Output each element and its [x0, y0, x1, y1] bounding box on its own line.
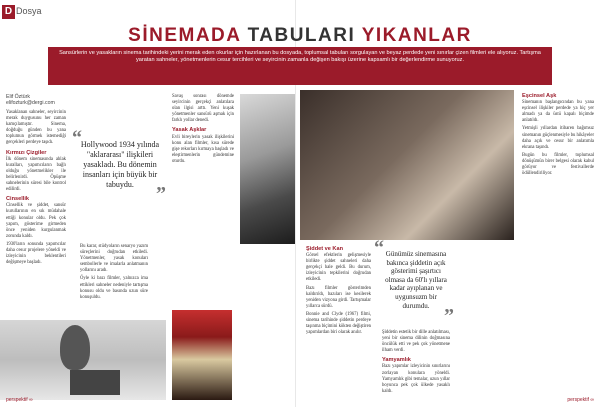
silhouette-body	[70, 370, 120, 395]
paragraph: Savaş sonrası dönemde seyircinin gerçekçi anlatılara olan ilgisi arttı. Yeni kuşak yönetmenler sansürü aşmak için farklı yollar denedi.	[172, 94, 234, 124]
title-word-1: SİNEMADA	[128, 25, 241, 46]
silhouette-head	[60, 325, 90, 370]
paragraph: Öyle ki bazı filmler, yalnızca ima ettikleri sahneler nedeniyle tartışma konusu oldu ve basında uzun süre konuşuldu.	[80, 276, 148, 300]
paragraph: Evli bireylerin yasak ilişkilerini konu alan filmler, kısa sürede gişe rekorları kırmaya başladı ve eleştirmenlerin gündemine oturdu.	[172, 134, 234, 164]
page-title	[0, 25, 600, 47]
film-still-bw	[240, 94, 296, 244]
paragraph: Bazı filmler gösterimden kaldırıldı, bazıları ise kesilerek yeniden vizyona girdi. Tartışmalar yıllarca sürdü.	[306, 285, 371, 309]
paragraph: Bazı yapımlar izleyicinin sınırlarını zorlayan konulara yöneldi. Yamyamlık gibi temalar, uzun yıllar boyunca pek çok ülkede yasaklı kaldı.	[382, 364, 450, 394]
paragraph: 1930'ların sonunda yapımcılar daha cesur projelere yöneldi ve izleyicinin beklentileri değişmeye başladı.	[6, 241, 66, 266]
psycho-still	[0, 320, 166, 400]
film-poster	[172, 310, 232, 400]
category-initial: D	[2, 5, 15, 19]
subheading: Kırmızı Çizgiler	[6, 149, 47, 156]
paragraph: Sinemanın başlangıcından bu yana eşcinsel ilişkiler perdede ya hiç yer almadı ya da üstü kapalı biçimde anlatıldı.	[522, 100, 594, 124]
footer-left: perspektif ∞	[6, 397, 33, 403]
paragraph: Bu karar, stüdyoların senaryo yazım süreçlerini doğrudan etkiledi. Yönetmenler, yasak konuları sembollerle ve imalarla anlatmanın yollarını aradı.	[80, 244, 148, 274]
paragraph: Bonnie and Clyde (1967) filmi, sinema tarihinde şiddetin perdeye taşınma biçimini kökten değiştiren yapımlardan biri olarak anılır.	[306, 311, 371, 336]
author-block	[6, 94, 55, 107]
category-label: Dosya	[16, 6, 42, 16]
right-column-3	[522, 90, 594, 179]
paragraph: Yasaklanan sahneler, seyircinin merak duygusunu her zaman kamçılamıştır. Sinema, doğduğu günden bu yana toplumun görmek istemediği gerçekleri perdeye taşıdı.	[6, 110, 66, 146]
subheading: Cinsellik	[6, 196, 30, 203]
pull-quote-right	[374, 237, 454, 328]
title-word-2: TABULARI	[247, 25, 356, 46]
lead-paragraph: Sansürlerin ve yasakların sinema tarihindeki yerini merak eden okurlar için hazırlanan bu dosyada, toplumsal tabuları sorgulayan ve beyaz perdede yeni sınırlar çizen filmleri ele alıyoruz. Tartışma yaratan sahneler, yönetmenlerin cesur tercihleri ve seyircinin zamanla değişen bakışı üzerine kapsamlı bir değerlendirme sunuyoruz.	[48, 47, 552, 85]
subheading: Yasak Aşklar	[172, 127, 207, 134]
film-still-couple	[300, 90, 514, 240]
subheading: Eşcinsel Aşk	[522, 93, 557, 99]
pull-quote-left	[72, 127, 166, 205]
paragraph: Şiddetin estetik bir dille anlatılması, yeni bir sinema dilinin doğmasına öncülük etti ve pek çok yönetmene ilham verdi.	[382, 330, 450, 354]
paragraph: Yetmişli yıllardan itibaren bağımsız sinemanın güçlenmesiyle bu hikâyeler daha açık ve cesur bir anlatımla ekrana taşındı.	[522, 126, 594, 150]
author-name: Elif Öztürk	[6, 94, 30, 100]
open-quote-icon: “	[374, 237, 384, 259]
right-column-1	[306, 243, 371, 338]
paragraph: İlk dönem sinemasında ahlak kuralları, yapımcıların bağlı olduğu yönetmelikler ile belirlenirdi. Öpüşme sahnelerinin süresi bile kontrol edilirdi.	[6, 156, 66, 193]
close-quote-icon: ”	[444, 305, 454, 328]
pull-quote-text: Günümüz sinemasına bakınca şiddetin açık gösterimi şaşırtıcı olmasa da 60'lı yıllara kadar ayıplanan ve uygunsuzm bir durumdu.	[385, 250, 447, 310]
close-quote-icon: ”	[156, 183, 166, 205]
author-email: elifozturk@dergi.com	[6, 100, 55, 107]
title-word-3: YIKANLAR	[361, 25, 472, 46]
left-column-1	[6, 110, 66, 268]
paragraph: Bugün bu filmler, toplumsal dönüşümün birer belgesi olarak kabul görüyor ve festivallerde ödüllendiriliyor.	[522, 152, 594, 177]
pull-quote-text: Hollywood 1934 yılında "aklararası" ilişkileri yasakladı. Bu dönemin insanları için büyük bir tabuydu.	[80, 140, 160, 189]
subheading: Yamyamlık	[382, 357, 411, 364]
subheading: Şiddet ve Kan	[306, 246, 343, 252]
right-column-2	[382, 330, 450, 397]
left-column-3	[172, 94, 234, 167]
paragraph: Cinsellik ve şiddet, sansür kurullarının en sık müdahale ettiği konular oldu. Pek çok yapım, gösterime girmeden önce yeniden kurgulanmak zorunda kaldı.	[6, 203, 66, 239]
paragraph: Görsel efektlerin gelişmesiyle birlikte şiddet sahneleri daha gerçekçi hale geldi. Bu durum, izleyicinin tepkilerini doğrudan etkiledi.	[306, 253, 371, 283]
open-quote-icon: “	[72, 127, 82, 149]
left-column-2	[80, 244, 148, 303]
footer-right: perspektif ∞	[567, 397, 594, 403]
